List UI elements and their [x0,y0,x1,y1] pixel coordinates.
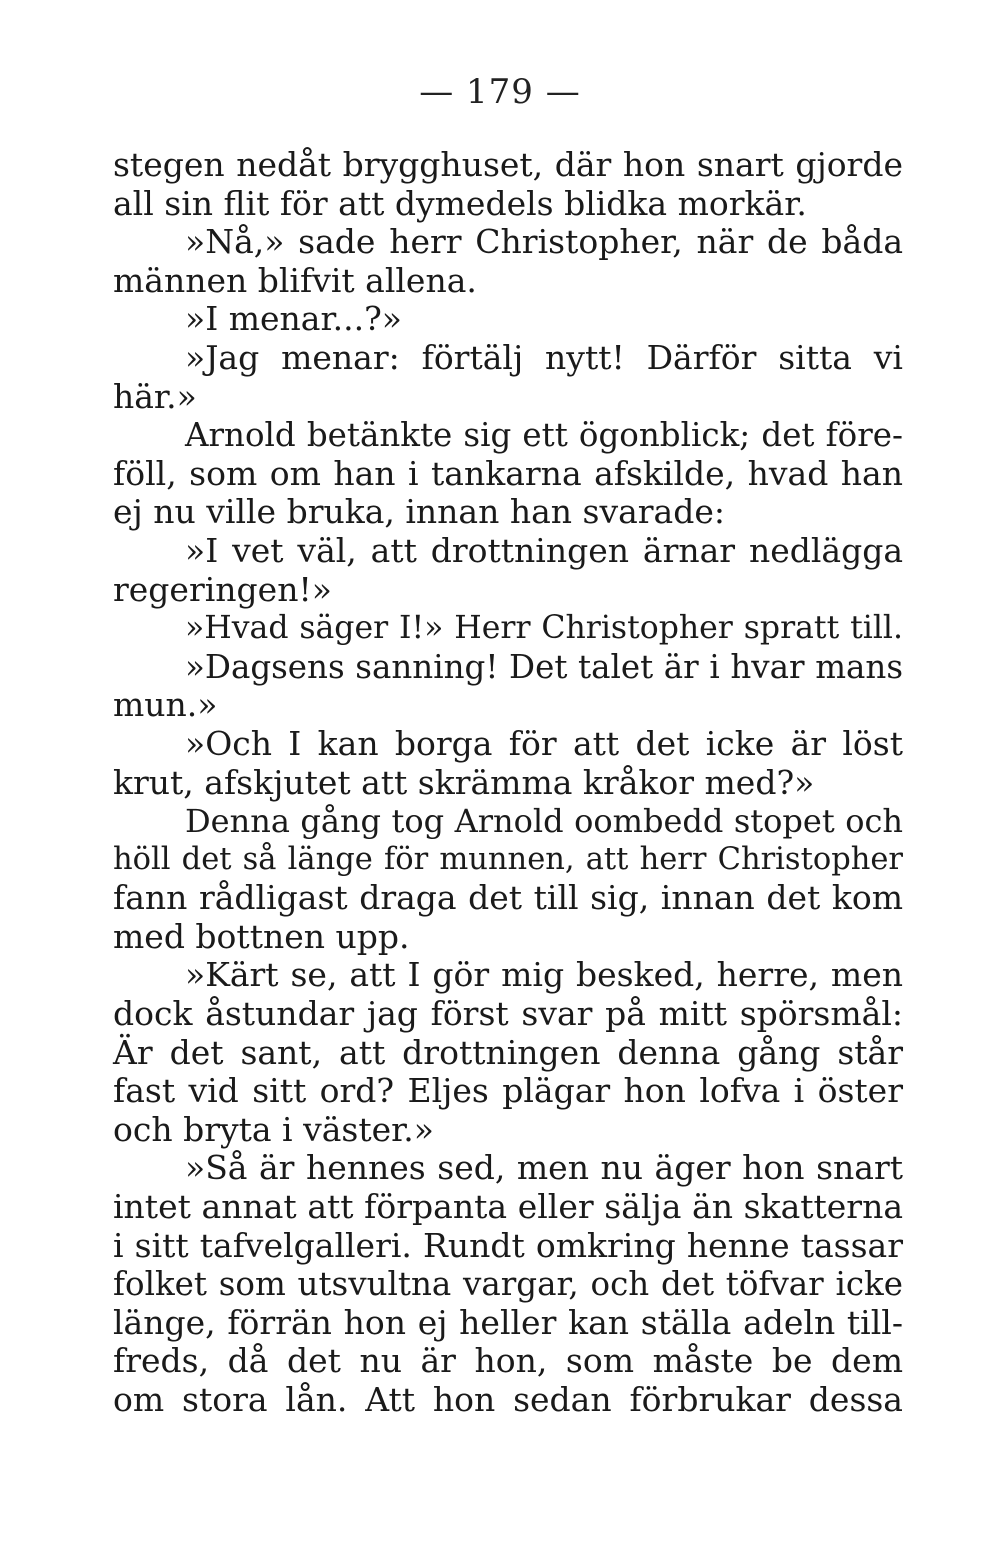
text-line: intet annat att förpanta eller sälja än skatterna [113,1187,903,1227]
text-line: och bryta i väster.» [113,1109,434,1149]
text-line: freds, då det nu är hon, som måste be dem [113,1341,903,1381]
text-line: Arnold betänkte sig ett ögonblick; det före- [185,416,903,455]
text-line: i sitt tafvelgalleri. Rundt omkring henne tassar [113,1225,903,1265]
text-line: dock åstundar jag först svar på mitt spörsmål: [113,994,903,1034]
text-line: männen blifvit allena. [113,260,477,300]
text-line: »Jag menar: förtälj nytt! Därför sitta vi [185,337,903,377]
text-line: fann rådligast draga det till sig, innan det kom [113,878,903,918]
text-line: om stora lån. Att hon sedan förbrukar dessa [113,1380,903,1419]
text-line: med bottnen upp. [113,916,410,956]
text-line: här.» [113,376,197,416]
text-line: »Hvad säger I!» Herr Christopher spratt till. [185,610,903,647]
text-line: all sin flit för att dymedels blidka morkär. [113,183,807,223]
text-line: »Nå,» sade herr Christopher, när de båda [185,222,903,262]
text-line: »I vet väl, att drottningen ärnar nedlägga [185,530,903,570]
body-text [113,146,903,1420]
text-line: stegen nedåt brygghuset, där hon snart gjorde [113,145,903,184]
text-line: fast vid sitt ord? Eljes plägar hon lofva i öster [113,1071,903,1111]
text-line: »Och I kan borga för att det icke är löst [185,723,903,763]
text-line: »Kärt se, att I gör mig besked, herre, men [185,955,903,995]
text-line: länge, förrän hon ej heller kan ställa adeln till- [113,1302,903,1342]
text-line: regeringen!» [113,569,332,609]
text-line: mun.» [113,685,218,725]
text-line: Denna gång tog Arnold oombedd stopet och [185,802,903,841]
page-number: — 179 — [419,72,581,112]
text-line: ej nu ville bruka, innan han svarade: [113,492,725,532]
text-line: »I menar...?» [185,299,402,339]
text-line: höll det så länge för munnen, att herr Christopher [113,841,903,877]
text-line: föll, som om han i tankarna afskilde, hvad han [113,453,903,493]
text-line: »Dagsens sanning! Det talet är i hvar mans [185,647,903,686]
text-line: Är det sant, att drottningen denna gång står [113,1032,903,1072]
text-line: »Så är hennes sed, men nu äger hon snart [185,1148,903,1188]
text-line: krut, afskjutet att skrämma kråkor med?» [113,762,815,802]
text-line: folket som utsvultna vargar, och det töfvar icke [113,1265,903,1304]
